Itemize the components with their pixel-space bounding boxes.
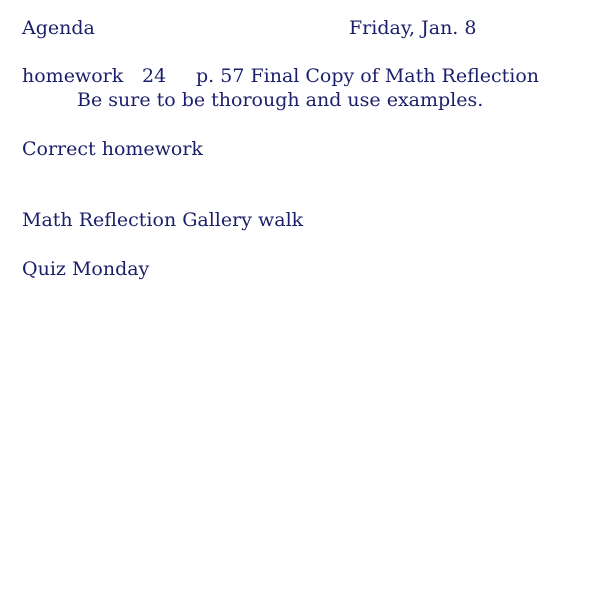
agenda-item-quiz: Quiz Monday <box>22 258 150 280</box>
agenda-title: Agenda <box>22 17 95 39</box>
homework-number: 24 <box>142 65 167 87</box>
agenda-date: Friday, Jan. 8 <box>349 17 477 39</box>
homework-label: homework <box>22 65 124 87</box>
agenda-item-gallery-walk: Math Reflection Gallery walk <box>22 209 304 231</box>
homework-note: Be sure to be thorough and use examples. <box>77 89 484 111</box>
agenda-item-correct-homework: Correct homework <box>22 138 203 160</box>
homework-task: p. 57 Final Copy of Math Reflection <box>196 65 540 87</box>
